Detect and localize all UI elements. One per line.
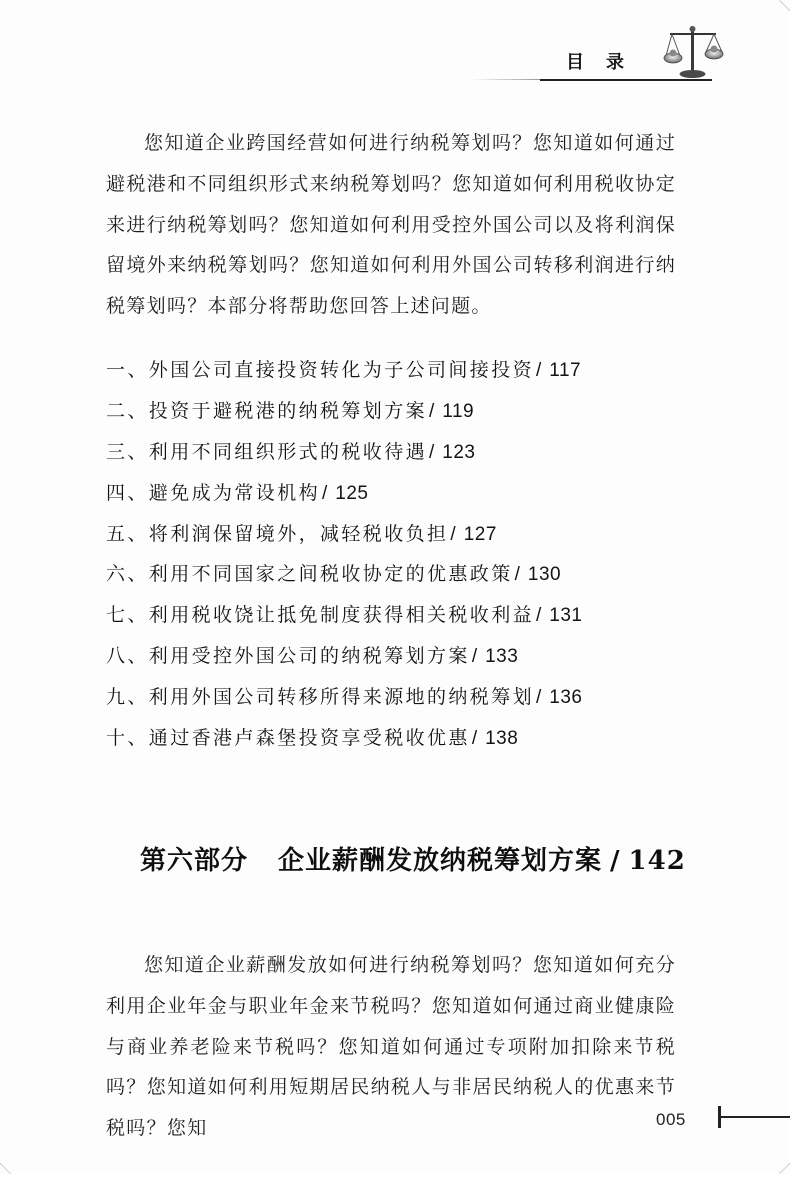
- toc-separator: /: [536, 687, 542, 709]
- toc-entry-page: 117: [549, 360, 582, 381]
- section-page: 142: [628, 846, 686, 876]
- crop-mark: [779, 1163, 790, 1184]
- toc-entry-page: 131: [549, 605, 583, 627]
- crop-mark: [0, 1163, 11, 1184]
- crop-mark: [779, 0, 790, 11]
- toc-entry-title: 七、利用税收饶让抵免制度获得相关税收利益: [106, 604, 535, 627]
- toc-entry[interactable]: [106, 718, 706, 759]
- toc-entry-title: 四、避免成为常设机构: [106, 481, 321, 504]
- toc-entry-page: 136: [549, 687, 583, 709]
- toc-entry-page: 133: [485, 646, 519, 668]
- toc-entry-page: 138: [485, 728, 519, 750]
- toc-entry-page: 127: [463, 523, 497, 545]
- toc-entry[interactable]: [106, 432, 706, 473]
- toc-separator: /: [514, 564, 520, 586]
- toc-separator: /: [536, 605, 542, 627]
- toc-entry-page: 130: [527, 564, 562, 586]
- toc-entry[interactable]: [106, 554, 706, 595]
- toc-entry[interactable]: [106, 514, 706, 555]
- section-paragraph: 您知道企业薪酬发放如何进行纳税筹划吗？您知道如何充分利用企业年金与职业年金来节税吗？您知道如何通过商业健康险与商业养老险来节税吗？您知道如何通过专项附加扣除来节税吗？您知道如何利用短期居民纳税人与非居民纳税人的优惠来节税吗？您知: [106, 954, 676, 1140]
- running-header-title: 目录: [566, 52, 646, 73]
- toc-separator: /: [322, 482, 328, 504]
- toc-separator: /: [429, 441, 435, 463]
- toc-entry[interactable]: [106, 677, 706, 718]
- section-title: 企业薪酬发放纳税筹划方案: [278, 846, 603, 876]
- balance-scale-icon: [660, 22, 726, 80]
- section-heading[interactable]: [140, 840, 686, 877]
- toc-separator: /: [429, 400, 435, 422]
- page-number: 005: [656, 1110, 686, 1129]
- toc-separator: /: [536, 360, 542, 381]
- toc-entry-page: 125: [335, 482, 369, 504]
- footer-rule: [718, 1116, 790, 1118]
- toc-entry-title: 九、利用外国公司转移所得来源地的纳税筹划: [106, 686, 535, 709]
- toc-entry-page: 119: [442, 400, 475, 422]
- toc-separator: /: [471, 728, 478, 750]
- toc-entry-title: 五、将利润保留境外，减轻税收负担: [106, 522, 449, 545]
- section-part-label: 第六部分: [140, 846, 249, 876]
- toc-entry-title: 一、外国公司直接投资转化为子公司间接投资: [106, 359, 535, 381]
- toc-entry-title: 八、利用受控外国公司的纳税筹划方案: [106, 645, 470, 668]
- toc-entry[interactable]: [106, 350, 706, 391]
- toc-entry-title: 三、利用不同组织形式的税收待遇: [106, 440, 428, 463]
- section-separator: /: [610, 846, 621, 876]
- toc-entry-title: 十、通过香港卢森堡投资享受税收优惠: [106, 727, 470, 750]
- toc-entry[interactable]: [106, 473, 706, 514]
- intro-paragraph: 您知道企业跨国经营如何进行纳税筹划吗？您知道如何通过避税港和不同组织形式来纳税筹划吗？您知道如何利用税收协定来进行纳税筹划吗？您知道如何利用受控外国公司以及将利润保留境外来纳税筹划吗？您知道如何利用外国公司转移利润进行纳税筹划吗？本部分将帮助您回答上述问题。: [106, 132, 676, 318]
- toc-entry[interactable]: [106, 391, 706, 432]
- toc-separator: /: [471, 646, 478, 668]
- toc-separator: /: [450, 523, 456, 545]
- toc-entry-title: 二、投资于避税港的纳税筹划方案: [106, 399, 428, 422]
- toc-entry-page: 123: [442, 441, 476, 463]
- toc-entry[interactable]: [106, 636, 706, 677]
- header-rule-fade: [470, 79, 540, 80]
- toc-entry[interactable]: [106, 595, 706, 636]
- toc-list: [106, 350, 706, 759]
- toc-entry-title: 六、利用不同国家之间税收协定的优惠政策: [106, 563, 513, 586]
